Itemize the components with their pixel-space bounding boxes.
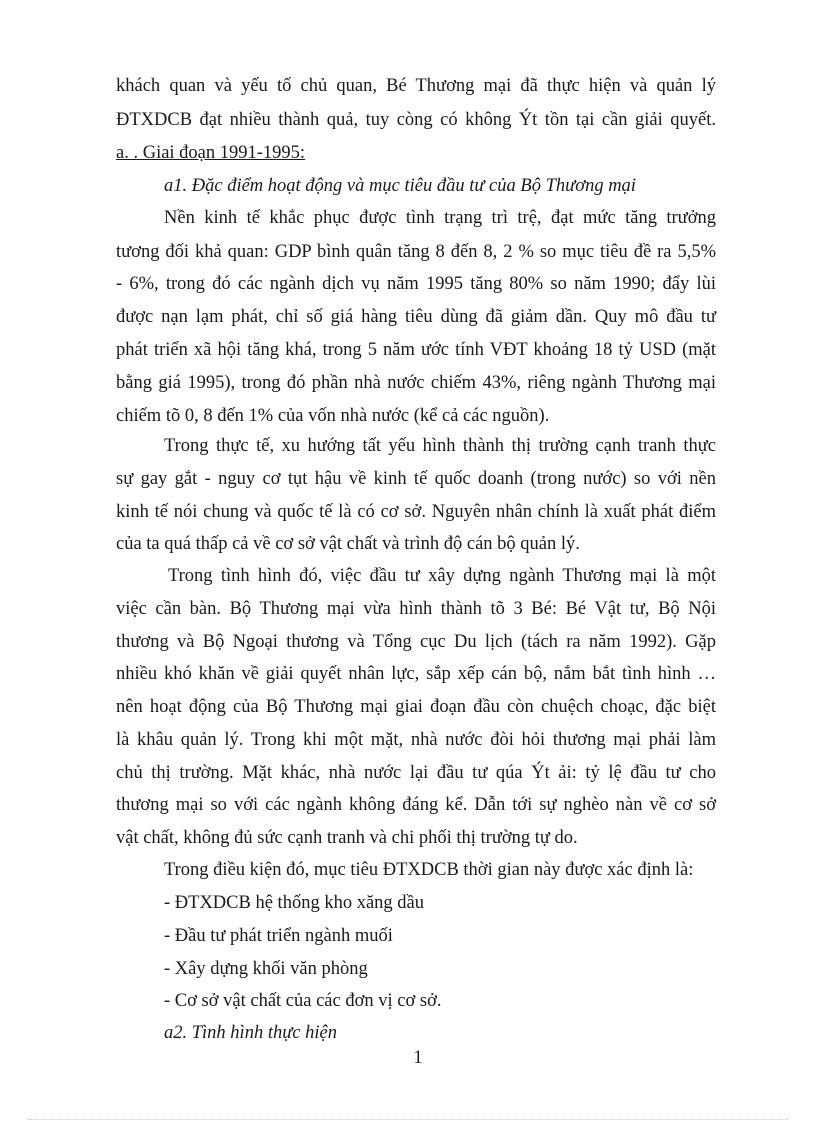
- paragraph-line: vật chất, không đủ sức cạnh tranh và chi phối thị trường tự do.: [116, 828, 578, 848]
- paragraph-line: ĐTXDCB đạt nhiều thành quả, tuy còng có không Ýt tồn tại cần giải quyết.: [116, 110, 716, 130]
- paragraph-line: khách quan và yếu tố chủ quan, Bé Thương mại đã thực hiện và quản lý: [116, 76, 716, 96]
- page-bottom-divider: [28, 1119, 788, 1120]
- section-heading: a. . Giai đoạn 1991-1995:: [116, 143, 306, 163]
- paragraph-line: nhiều khó khăn về giải quyết nhân lực, sắp xếp cán bộ, nắm bắt tình hình …: [116, 664, 716, 684]
- paragraph-line: - 6%, trong đó các ngành dịch vụ năm 1995 tăng 80% so năm 1990; đẩy lùi: [116, 274, 716, 294]
- paragraph-line: việc cần bàn. Bộ Thương mại vừa hình thành tõ 3 Bé: Bé Vật tư, Bộ Nội: [116, 599, 716, 619]
- paragraph-line: kinh tế nói chung và quốc tế là có cơ sở. Nguyên nhân chính là xuất phát điểm: [116, 502, 716, 522]
- paragraph-line: thương và Bộ Ngoại thương và Tổng cục Du lịch (tách ra năm 1992). Gặp: [116, 632, 716, 652]
- paragraph-line: chủ thị trường. Mặt khác, nhà nước lại đầu tư qúa Ýt ải: tỷ lệ đầu tư cho: [116, 763, 716, 783]
- paragraph-line: chiếm tõ 0, 8 đến 1% của vốn nhà nước (kể cả các nguồn).: [116, 406, 550, 426]
- paragraph-line: nên hoạt động của Bộ Thương mại giai đoạn đầu còn chuệch choạc, đặc biệt: [116, 697, 716, 717]
- paragraph-line: tương đối khả quan: GDP bình quân tăng 8 đến 8, 2 % so mục tiêu đề ra 5,5%: [116, 242, 716, 262]
- paragraph-line: phát triển xã hội tăng khá, trong 5 năm ước tính VĐT khoảng 18 tỷ USD (mặt: [116, 340, 716, 360]
- paragraph-line: Trong tình hình đó, việc đầu tư xây dựng ngành Thương mại là một: [168, 566, 716, 586]
- paragraph-line: Trong thực tế, xu hướng tất yếu hình thành thị trường cạnh tranh thực: [164, 436, 716, 456]
- paragraph-line: được nạn lạm phát, chỉ số giá hàng tiêu dùng đã giảm dần. Quy mô đầu tư: [116, 307, 716, 327]
- subsection-heading: a1. Đặc điểm hoạt động và mục tiêu đầu tư của Bộ Thương mại: [164, 176, 636, 196]
- page-number: 1: [413, 1048, 423, 1068]
- list-item: - Đầu tư phát triển ngành muối: [164, 926, 393, 946]
- paragraph-line: Nền kinh tế khắc phục được tình trạng trì trệ, đạt mức tăng trưởng: [164, 208, 716, 228]
- paragraph-line: của ta quá thấp cả về cơ sở vật chất và trình độ cán bộ quản lý.: [116, 534, 580, 554]
- paragraph-line: sự gay gắt - nguy cơ tụt hậu về kinh tế quốc doanh (trong nước) so với nền: [116, 469, 716, 489]
- subsection-heading: a2. Tình hình thực hiện: [164, 1023, 337, 1043]
- list-item: - Cơ sở vật chất của các đơn vị cơ sở.: [164, 991, 442, 1011]
- paragraph-line: thương mại so với các ngành không đáng kể. Dẫn tới sự nghèo nàn về cơ sở: [116, 795, 716, 815]
- list-item: - ĐTXDCB hệ thống kho xăng dầu: [164, 893, 424, 913]
- list-item: - Xây dựng khối văn phòng: [164, 959, 368, 979]
- paragraph-line: bằng giá 1995), trong đó phần nhà nước chiếm 43%, riêng ngành Thương mại: [116, 373, 716, 393]
- paragraph-line: Trong điều kiện đó, mục tiêu ĐTXDCB thời gian này được xác định là:: [164, 860, 694, 880]
- paragraph-line: là khâu quản lý. Trong khi một mặt, nhà nước đòi hỏi thương mại phải làm: [116, 730, 716, 750]
